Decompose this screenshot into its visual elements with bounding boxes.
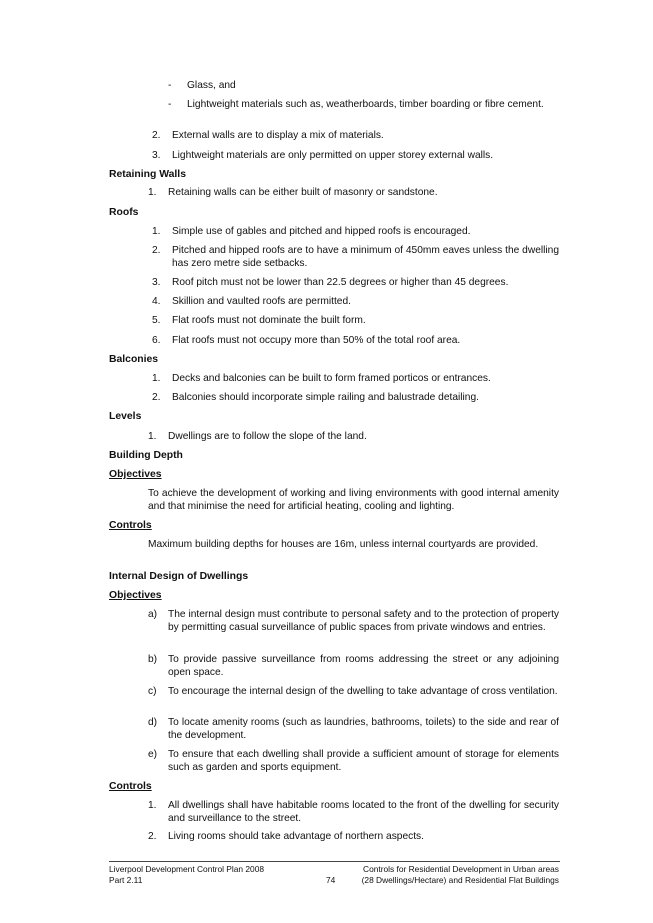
list-text: To provide passive surveillance from rooms addressing the street or any adjoining open space. [168, 654, 559, 678]
list-text: External walls are to display a mix of materials. [172, 130, 384, 141]
list-item [168, 98, 559, 111]
footer-section-title-line1: Controls for Residential Development in Urban areas [363, 864, 559, 874]
list-item [152, 334, 559, 347]
list-marker: - [168, 80, 172, 91]
list-text: Lightweight materials such as, weatherboards, timber boarding or fibre cement. [187, 99, 544, 110]
list-item [152, 314, 559, 327]
section-heading-levels: Levels [109, 411, 142, 422]
list-text: Simple use of gables and pitched and hipped roofs is encouraged. [172, 226, 471, 237]
list-text: Balconies should incorporate simple railing and balustrade detailing. [172, 392, 479, 403]
footer-divider [109, 861, 560, 862]
footer-document-title: Liverpool Development Control Plan 2008 [109, 864, 265, 874]
controls-paragraph: Maximum building depths for houses are 16m, unless internal courtyards are provided. [148, 539, 539, 550]
list-text: All dwellings shall have habitable rooms located to the front of the dwelling for security and surveillance to the street. [168, 800, 559, 824]
list-marker: 2. [148, 831, 157, 842]
section-heading-building-depth: Building Depth [109, 450, 183, 461]
section-heading-roofs: Roofs [109, 207, 139, 218]
section-heading-internal-design: Internal Design of Dwellings [109, 571, 249, 582]
list-marker: - [168, 99, 172, 110]
list-marker: d) [148, 717, 158, 728]
list-item [148, 430, 559, 443]
list-text: Decks and balconies can be built to form framed porticos or entrances. [172, 373, 491, 384]
list-item [148, 653, 559, 679]
list-marker: c) [148, 686, 157, 697]
list-text: Roof pitch must not be lower than 22.5 degrees or higher than 45 degrees. [172, 277, 509, 288]
list-text: Flat roofs must not occupy more than 50% of the total roof area. [172, 335, 461, 346]
list-item [152, 225, 559, 238]
list-marker: 2. [152, 392, 161, 403]
objectives-paragraph: To achieve the development of working and living environments with good internal amenity and that minimise the need for artificial heating, cooling and lighting. [148, 488, 559, 512]
list-marker: 3. [152, 277, 161, 288]
list-text: Retaining walls can be either built of masonry or sandstone. [168, 187, 438, 198]
list-item [148, 830, 559, 843]
list-marker: b) [148, 654, 158, 665]
list-item [148, 716, 559, 742]
list-item [148, 748, 559, 774]
list-text: Dwellings are to follow the slope of the land. [168, 431, 367, 442]
footer-section-title-line2: (28 Dwellings/Hectare) and Residential Flat Buildings [361, 875, 559, 885]
list-marker: 6. [152, 335, 161, 346]
list-marker: 1. [152, 226, 161, 237]
page-number: 74 [326, 875, 336, 885]
subheading-controls: Controls [109, 781, 152, 792]
list-item [148, 799, 559, 825]
list-text: To locate amenity rooms (such as laundries, bathrooms, toilets) to the side and rear of the development. [168, 717, 559, 741]
list-item [152, 129, 559, 142]
list-marker: 1. [152, 373, 161, 384]
list-text: Living rooms should take advantage of northern aspects. [168, 831, 424, 842]
subheading-controls: Controls [109, 520, 152, 531]
list-item [152, 372, 559, 385]
list-text: Skillion and vaulted roofs are permitted. [172, 296, 351, 307]
list-item [152, 295, 559, 308]
list-marker: 3. [152, 150, 161, 161]
list-item [148, 608, 559, 634]
section-heading-balconies: Balconies [109, 354, 159, 365]
list-text: Pitched and hipped roofs are to have a minimum of 450mm eaves unless the dwelling has zero metre side setbacks. [172, 245, 559, 269]
list-marker: 2. [152, 245, 161, 256]
list-text: Flat roofs must not dominate the built form. [172, 315, 366, 326]
list-text: Glass, and [187, 80, 236, 91]
list-marker: 1. [148, 431, 157, 442]
subheading-objectives: Objectives [109, 590, 162, 601]
list-item [152, 391, 559, 404]
list-marker: 2. [152, 130, 161, 141]
list-marker: 4. [152, 296, 161, 307]
list-marker: a) [148, 609, 158, 620]
footer-part: Part 2.11 [109, 875, 143, 885]
list-text: To encourage the internal design of the dwelling to take advantage of cross ventilation. [168, 686, 558, 697]
list-text: To ensure that each dwelling shall provide a sufficient amount of storage for elements such as garden and sports equipment. [168, 749, 559, 773]
section-heading-retaining-walls: Retaining Walls [109, 169, 186, 180]
list-item [152, 149, 559, 162]
list-marker: 1. [148, 800, 157, 811]
list-item [148, 685, 559, 698]
list-marker: 5. [152, 315, 161, 326]
list-item [168, 79, 559, 92]
list-item [152, 244, 559, 270]
list-text: The internal design must contribute to personal safety and to the protection of property by permitting casual surveillance of public spaces from private windows and entries. [168, 609, 559, 633]
list-item [148, 186, 559, 199]
subheading-objectives: Objectives [109, 469, 162, 480]
list-marker: 1. [148, 187, 157, 198]
list-text: Lightweight materials are only permitted on upper storey external walls. [172, 150, 494, 161]
list-item [152, 276, 559, 289]
list-marker: e) [148, 749, 158, 760]
